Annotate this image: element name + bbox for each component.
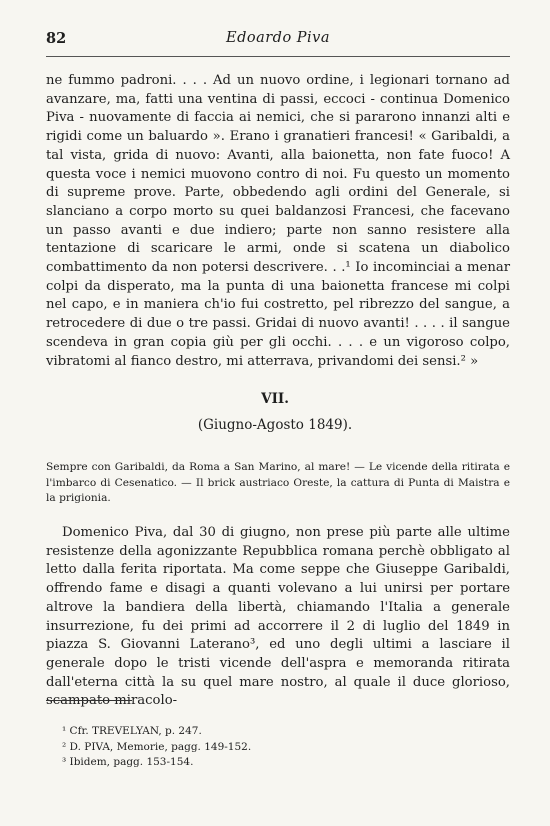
page-header: [46, 30, 510, 52]
paragraph-2: Domenico Piva, dal 30 di giugno, non prese più parte alle ultime resistenze della agonizzante Repubblica romana perchè obbligato al letto dalla ferita riportata. Ma come seppe che Giuseppe Garibaldi, offrendo fame e disagi a quanti volevano a lui unirsi per portare altrove la bandiera della libertà, chiamando l'Italia a generale insurrezione, fu dei primi ad accorrere il 2 di luglio del 1849 in piazza S. Giovanni Laterano³, ed uno degli ultimi a lasciare il generale dopo le tristi vicende dell'aspra e memoranda ritirata dall'eterna città la su quel mare nostro, al quale il duce glorioso, scampato miracolo-: [46, 525, 510, 709]
footnote-2: ² D. PIVA, Memorie, pagg. 149-152.: [62, 740, 252, 753]
section-number: VII.: [261, 391, 289, 407]
footnote-rule: [46, 700, 132, 701]
footnote-1: ¹ Cfr. TREVELYAN, p. 247.: [62, 725, 202, 737]
footnotes: [62, 724, 502, 771]
page-number: 82: [46, 30, 67, 47]
section-date: (Giugno-Agosto 1849).: [197, 417, 353, 433]
footnote-3: ³ Ibidem, pagg. 153-154.: [62, 756, 194, 768]
running-title: Edoardo Piva: [225, 30, 331, 46]
summary-text: Sempre con Garibaldi, da Roma a San Marino, al mare! — Le vicende della ritirata e l'imbarco di Cesenatico. — Il brick austriaco Oreste, la cattura di Punta di Maistra e la prigionia.: [46, 461, 510, 504]
header-rule: [46, 56, 510, 57]
main-text: [46, 72, 510, 371]
chapter-summary: [46, 460, 510, 507]
paragraph-1: ne fummo padroni. . . . Ad un nuovo ordine, i legionari tornano ad avanzare, ma, fatti una ventina di passi, eccoci - continua Domenico Piva - nuovamente di faccia ai nemici, che si pararono innanzi alti e rigidi come un baluardo ». Erano i granatieri francesi! « Garibaldi, a tal vista, grida di nuovo: Avanti, alla baionetta, non fate fuoco! A questa voce i nemici muovono contro di noi. Fu questo un momento di supreme prove. Parte, obbedendo agli ordini del Generale, si slanciano a corpo morto su quei baldanzosi Francesi, che facevano un passo avanti e due indiero; parte non sanno resistere alla tentazione di scaricare le armi, onde si scatena un diabolico combattimento da non potersi descrivere. . .¹ Io incominciai a menar colpi da disperato, ma la punta di una baionetta francese mi colpi nel capo, e in maniera ch'io fui costretto, pel ribrezzo del sangue, a retrocedere di due o tre passi. Gridai di nuovo avanti! . . . . il sangue scendeva in gran copia giù per gli occhi. . . . e un vigoroso colpo, vibratomi al fianco destro, mi atterrava, privandomi dei sensi.² »: [46, 73, 510, 369]
main-text-2: [46, 524, 510, 711]
